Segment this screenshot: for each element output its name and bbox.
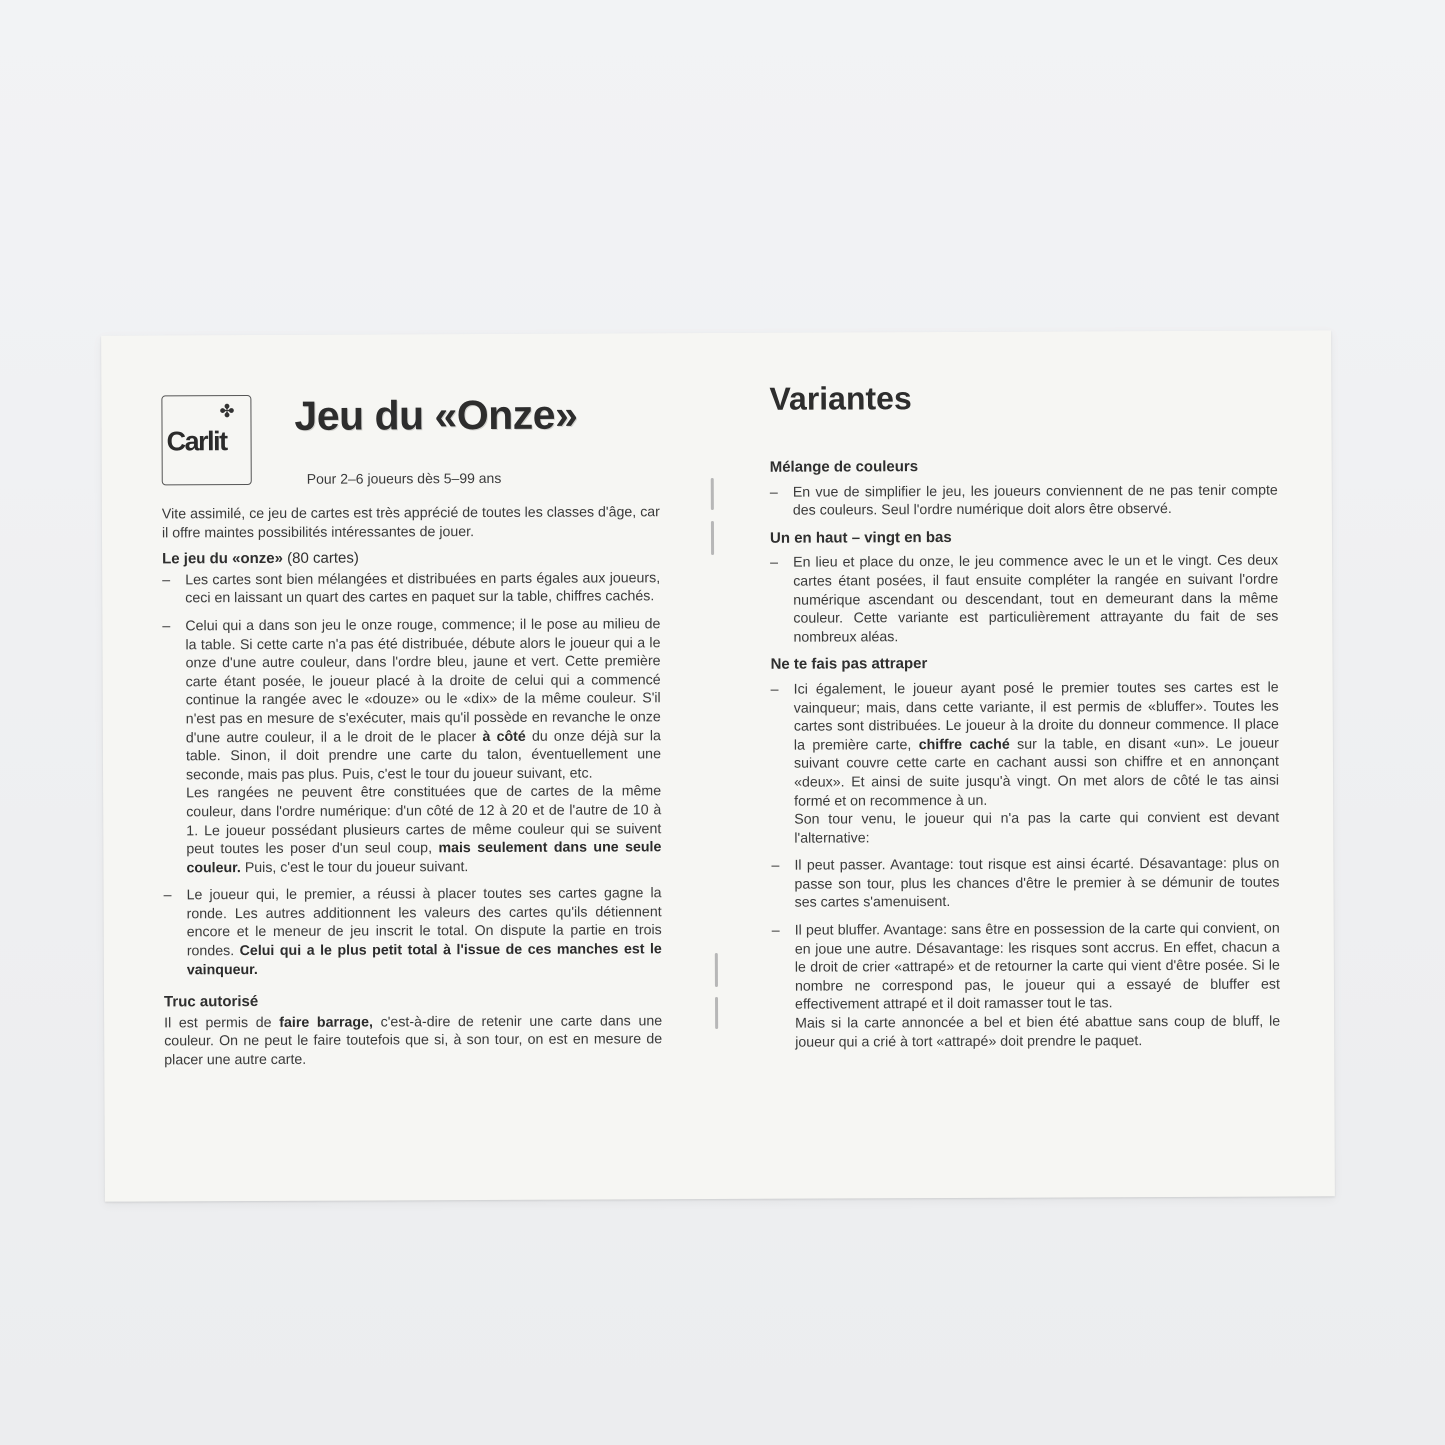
player-count: Pour 2–6 joueurs dès 5–99 ans — [306, 469, 502, 487]
staple-mark — [715, 953, 718, 987]
rules-list — [162, 569, 662, 980]
variant-item — [770, 481, 1278, 520]
rule-continuation — [186, 783, 661, 878]
right-column — [770, 449, 1281, 1061]
rule-emphasis: à côté — [482, 728, 526, 745]
rule-text: du onze déjà sur la table. Sinon, il doit prendre une carte du talon, éventuellement une seconde, mais pas plus. Puis, c'est le tour du joueur suivant, etc. — [185, 727, 661, 784]
section-title: Le jeu du «onze» — [162, 550, 283, 568]
staple-mark — [711, 478, 714, 510]
rule-item — [164, 885, 662, 980]
variant-item — [771, 678, 1280, 848]
variant-text: En vue de simplifier le jeu, les joueurs conviennent de ne pas tenir compte des couleurs. Seul l'ordre numérique doit alors être observé. — [792, 482, 1278, 519]
variant-text: Ici également, le joueur ayant posé le premier toutes ses cartes est le vainqueur; mais, dans cette variante, il est permis de «bluffer». Toutes les cartes sont distribuées. Le joueur à la droite du donneur commence. Il place la première carte, — [793, 679, 1279, 754]
rule-text: Les rangées ne peuvent être constituées que de cartes de la même couleur, dans l'ordre numérique: d'un côté de 12 à 20 et de l'autre de 10 à 1. Le joueur possédant plusieurs cartes de même couleur qui se suivent peut toutes les poser d'un seul coup, — [186, 783, 662, 858]
rule-item — [162, 615, 661, 877]
truc-paragraph — [164, 1012, 662, 1070]
variant-list — [771, 678, 1281, 1051]
variant-heading: Ne te fais pas attraper — [770, 655, 928, 674]
rule-text: Le joueur qui, le premier, a réussi à placer toutes ses cartes gagne la ronde. Les autres additionnent les valeurs des cartes qu'ils détiennent encore et le meneur de jeu inscrit le total. On dispute la partie en trois rondes. — [186, 885, 662, 960]
left-column — [162, 503, 662, 1070]
intro-paragraph: Vite assimilé, ce jeu de cartes est très apprécié de toutes les classes d'âge, car il offre maintes possibilités intéressantes de jouer. — [161, 504, 660, 542]
truc-text: c'est-à-dire de retenir une carte dans une couleur. On ne peut le faire toutefois que si, à son tour, on est en mesure de placer une autre carte. — [164, 1013, 663, 1069]
variant-item — [772, 920, 1281, 1052]
rule-item — [162, 569, 660, 608]
variant-heading: Mélange de couleurs — [769, 458, 919, 476]
truc-heading: Truc autorisé — [163, 993, 259, 1011]
variant-heading: Un en haut – vingt en bas — [769, 528, 952, 547]
variant-emphasis: chiffre caché — [918, 736, 1010, 753]
rule-emphasis: Celui qui a le plus petit total à l'issue de ces manches est le vainqueur. — [186, 941, 662, 978]
section-heading — [162, 548, 660, 569]
variant-continuation: Son tour venu, le joueur qui n'a pas la carte qui convient est devant l'alternative: — [794, 809, 1280, 847]
variant-list — [770, 481, 1278, 520]
variant-item — [770, 552, 1278, 647]
staple-mark — [711, 521, 714, 555]
staple-mark — [715, 997, 718, 1029]
variant-text: Il peut bluffer. Avantage: sans être en possession de la carte qui convient, on en joue une autre. Désavantage: les risques sont accrus. En effet, chacun a le droit de crier «attrapé» et de retourner la carte qui vient d'être posée. Si le nombre ne correspond pas, le joueur qui a essayé de bluffer est effectivement attrapé et il doit ramasser tout le tas. — [794, 920, 1280, 1014]
variant-text: En lieu et place du onze, le jeu commence avec le un et le vingt. Ces deux cartes étant posées, il faut ensuite compléter la rangée en suivant l'ordre numérique ascendant ou descendant, tout en demeurant dans la même couleur. Cette variante est particulièrement attrayante du fait de ses nombreux aléas. — [793, 552, 1279, 646]
truc-emphasis: faire barrage, — [279, 1014, 373, 1031]
logo-wordmark: Carlit — [166, 426, 227, 457]
clover-icon: ✤ — [219, 401, 235, 422]
rule-emphasis: mais seulement dans une seule couleur. — [186, 839, 662, 877]
carlit-logo — [161, 395, 251, 485]
truc-text: Il est permis de — [164, 1014, 272, 1032]
variant-text: Il peut passer. Avantage: tout risque est ainsi écarté. Désavantage: plus on passe son tour, plus les chances d'être le premier à se démunir de toutes ses cartes s'amenuisent. — [794, 855, 1280, 912]
rule-text: Celui qui a dans son jeu le onze rouge, commence; il le pose au milieu de la table. Si cette carte n'a pas été distribuée, débute alors le joueur qui a le onze d'une autre couleur, dans l'ordre bleu, jaune et vert. Cette première carte étant posée, le joueur placé à la droite de celui qui a commencé continue la rangée avec le «douze» ou le «dix» de la même couleur. S'il n'est pas en mesure de s'exécuter, mais qu'il possède en revanche le onze d'une autre couleur, il a le droit de le placer — [185, 616, 661, 746]
variant-item — [771, 855, 1279, 913]
rule-text: Puis, c'est le tour du joueur suivant. — [244, 858, 469, 876]
variant-text: sur la table, en disant «un». Le joueur suivant couvre cette carte en cachant aussi son chiffre et en annonçant «deux». Et ainsi de suite jusqu'à vingt. On met alors de côté le tas ainsi formé et on recommence à un. — [793, 735, 1280, 810]
instruction-sheet — [101, 330, 1335, 1201]
page-title: Jeu du «Onze» — [294, 391, 578, 439]
section-note: (80 cartes) — [287, 549, 359, 568]
variant-list — [770, 552, 1278, 647]
variants-title: Variantes — [769, 380, 912, 417]
rule-text: Les cartes sont bien mélangées et distribuées en parts égales aux joueurs, ceci en laissant un quart des cartes en paquet sur la table, chiffres cachés. — [185, 570, 661, 607]
variant-continuation: Mais si la carte annoncée a bel et bien été abattue sans coup de bluff, le joueur qui a crié à tort «attrapé» doit prendre le paquet. — [795, 1013, 1281, 1051]
